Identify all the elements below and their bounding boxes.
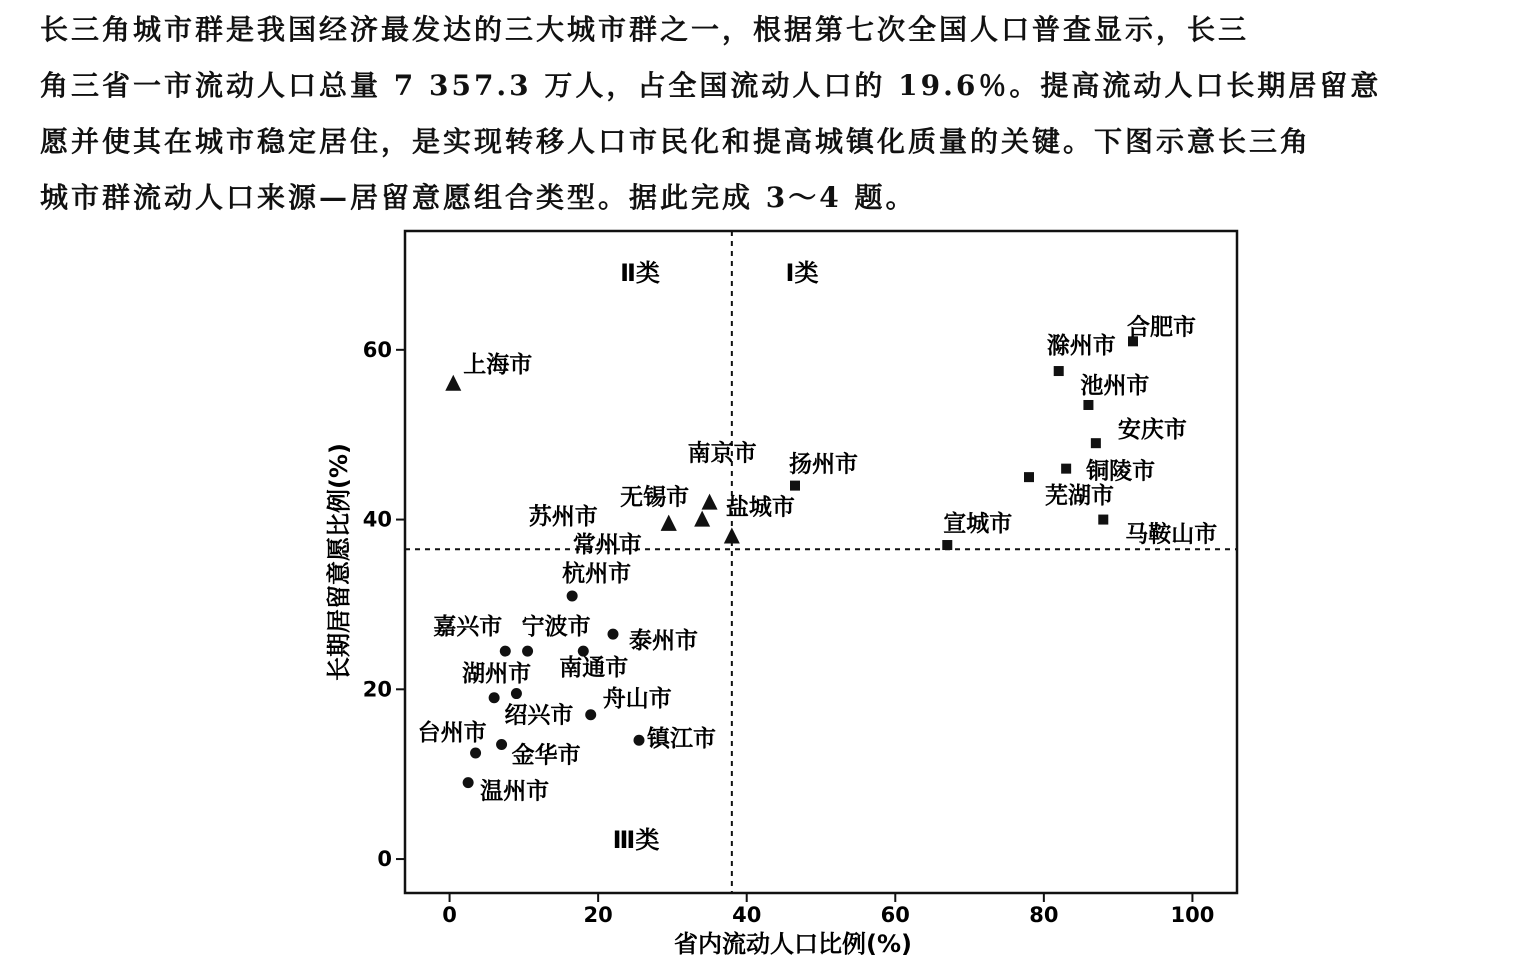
x-tick-label: 40 (732, 903, 762, 927)
point-label: 南通市 (559, 655, 629, 682)
point-label: 绍兴市 (504, 702, 574, 729)
circle-marker (634, 735, 645, 746)
x-tick-label: 0 (442, 903, 457, 927)
point-label: 安庆市 (1117, 417, 1187, 444)
triangle-marker (445, 375, 461, 391)
x-tick-label: 20 (583, 903, 613, 927)
point-label: 台州市 (417, 719, 487, 746)
passage-line: 城市群流动人口来源—居留意愿组合类型。据此完成 3～4 题。 (40, 181, 917, 214)
point-label: 湖州市 (462, 660, 532, 687)
point-label: 金华市 (511, 742, 581, 769)
passage-line: 角三省一市流动人口总量 7 357.3 万人，占全国流动人口的 19.6％。提高流动人口长期居留意 (40, 69, 1382, 102)
circle-marker (522, 646, 533, 657)
triangle-marker (661, 515, 677, 531)
circle-marker (489, 692, 500, 703)
quadrant-label: Ⅰ类 (785, 259, 819, 287)
circle-marker (470, 747, 481, 758)
point-label: 南京市 (687, 440, 757, 467)
passage-line: 长三角城市群是我国经济最发达的三大城市群之一，根据第七次全国人口普查显示，长三 (40, 13, 1250, 46)
triangle-marker (702, 494, 718, 510)
circle-marker (608, 629, 619, 640)
circle-marker (463, 777, 474, 788)
point-label: 苏州市 (528, 503, 598, 530)
square-marker (1091, 438, 1101, 448)
circle-marker (585, 709, 596, 720)
x-tick-label: 80 (1029, 903, 1059, 927)
circle-marker (511, 688, 522, 699)
square-marker (790, 481, 800, 491)
y-axis-label: 长期居留意愿比例(%) (325, 443, 353, 681)
square-marker (1098, 515, 1108, 525)
triangle-marker (724, 528, 740, 544)
y-tick-label: 0 (377, 847, 392, 872)
circle-marker (496, 739, 507, 750)
x-tick-label: 60 (880, 903, 910, 927)
x-tick-label: 100 (1170, 903, 1215, 927)
point-label: 泰州市 (629, 628, 698, 655)
point-label: 常州市 (572, 531, 642, 558)
point-label: 舟山市 (602, 685, 672, 712)
point-label: 杭州市 (562, 560, 632, 587)
triangle-marker (694, 511, 710, 527)
point-label: 铜陵市 (1086, 458, 1156, 485)
square-marker (1061, 464, 1071, 474)
point-label: 宣城市 (943, 511, 1013, 538)
point-label: 滁州市 (1046, 333, 1116, 360)
square-marker (1054, 366, 1064, 376)
point-label: 芜湖市 (1045, 483, 1114, 510)
point-label: 温州市 (480, 778, 550, 805)
y-tick-label: 20 (362, 677, 392, 702)
y-tick-label: 40 (362, 507, 392, 532)
square-marker (1024, 472, 1034, 482)
square-marker (1083, 400, 1093, 410)
point-label: 池州市 (1080, 372, 1150, 399)
y-tick-label: 60 (362, 337, 392, 362)
circle-marker (567, 590, 578, 601)
point-label: 合肥市 (1127, 314, 1196, 341)
passage-line: 愿并使其在城市稳定居住，是实现转移人口市民化和提高城镇化质量的关键。下图示意长三角 (40, 125, 1312, 158)
point-label: 宁波市 (521, 614, 591, 641)
square-marker (942, 540, 952, 550)
quadrant-label: Ⅲ类 (612, 826, 660, 854)
point-label: 上海市 (463, 351, 533, 378)
circle-marker (500, 646, 511, 657)
point-label: 嘉兴市 (433, 614, 503, 641)
x-axis-label: 省内流动人口比例(%) (674, 930, 912, 958)
point-label: 扬州市 (789, 451, 858, 478)
quadrant-label: Ⅱ类 (620, 259, 660, 287)
point-label: 镇江市 (647, 726, 716, 753)
point-label: 盐城市 (725, 494, 795, 521)
point-label: 无锡市 (620, 484, 690, 511)
point-label: 马鞍山市 (1125, 521, 1218, 548)
